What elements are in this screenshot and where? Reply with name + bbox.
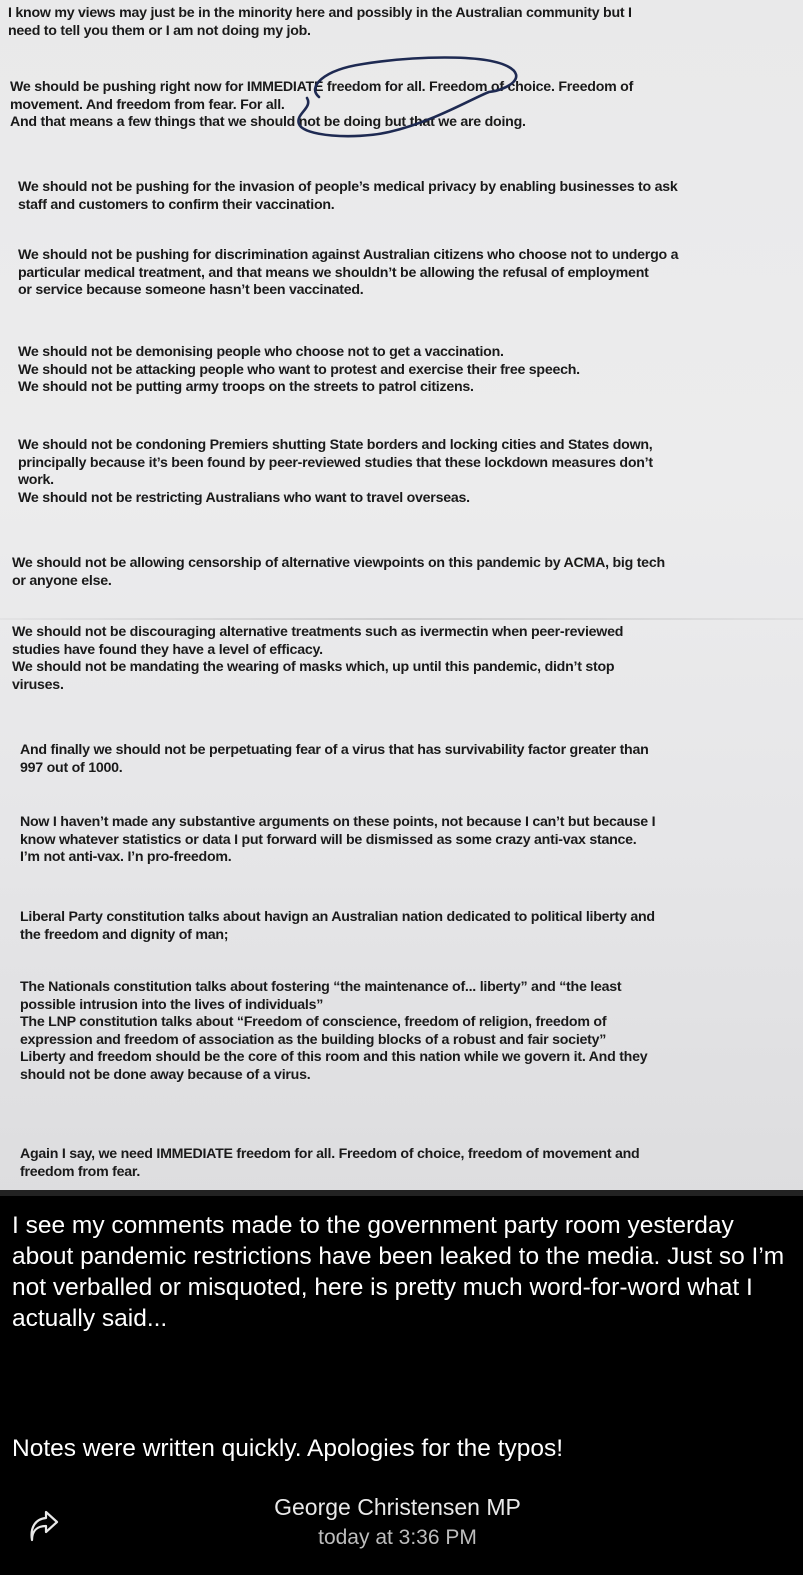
text-line: I’m not anti-vax. I’n pro-freedom. <box>20 849 232 865</box>
post-note: Notes were written quickly. Apologies for the typos! <box>12 1435 564 1462</box>
paragraph-nationals-lnp-constitution <box>20 979 647 1084</box>
text-line: work. <box>18 472 54 488</box>
text-line: We should not be discouraging alternative treatments such as ivermectin when peer-reviewed <box>12 624 624 640</box>
text-line: expression and freedom of association as the building blocks of a robust and fair society” <box>20 1031 607 1048</box>
text-line: We should not be putting army troops on the streets to patrol citizens. <box>18 379 474 395</box>
author-name[interactable]: George Christensen MP <box>274 1494 521 1520</box>
text-line: Liberty and freedom should be the core of this room and this nation while we govern it. And they <box>20 1049 648 1065</box>
text-line: We should not be attacking people who want to protest and exercise their free speech. <box>18 361 580 378</box>
text-line: We should not be pushing for the invasion of people’s medical privacy by enabling businesses to ask <box>18 179 678 195</box>
text-line: know whatever statistics or data I put forward will be dismissed as some crazy anti-vax stance. <box>20 831 637 848</box>
paragraph-liberal-constitution <box>20 909 655 944</box>
text-line: We should be pushing right now for IMMEDIATE freedom for all. Freedom of choice. Freedom of <box>10 79 634 95</box>
text-line: need to tell you them or I am not doing my job. <box>8 22 311 39</box>
text-line: Now I haven’t made any substantive arguments on these points, not because I can’t but because I <box>20 814 656 830</box>
post-caption: I see my comments made to the government party room yesterday about pandemic restrictions have been leaked to the media. Just so I’m not verballed or misquoted, here is pretty much word-for-word what I actually said... <box>12 1212 785 1332</box>
text-line: Liberal Party constitution talks about havign an Australian nation dedicated to political liberty and <box>20 909 655 925</box>
text-line: staff and customers to confirm their vaccination. <box>18 196 335 213</box>
paper-fold-line <box>0 618 803 620</box>
paragraph-discrimination <box>18 247 678 300</box>
post-timestamp: today at 3:36 PM <box>318 1526 477 1549</box>
paragraph-censorship <box>12 555 665 590</box>
text-line: studies have found they have a level of efficacy. <box>12 641 323 658</box>
text-line: particular medical treatment, and that means we shouldn’t be allowing the refusal of employment <box>18 264 649 281</box>
text-line: 997 out of 1000. <box>20 759 123 776</box>
paragraph-closing <box>20 1146 639 1181</box>
text-line: We should not be mandating the wearing of masks which, up until this pandemic, didn’t stop <box>12 659 615 675</box>
text-line: or anyone else. <box>12 572 112 589</box>
text-line: The LNP constitution talks about “Freedom of conscience, freedom of religion, freedom of <box>20 1014 607 1030</box>
text-line: Again I say, we need IMMEDIATE freedom for all. Freedom of choice, freedom of movement and <box>20 1146 640 1162</box>
paragraph-medical-privacy <box>18 179 678 214</box>
paragraph-demonising <box>18 344 580 397</box>
text-line: freedom from fear. <box>20 1163 141 1180</box>
paragraph-immediate-freedom <box>10 79 633 132</box>
text-line: should not be done away because of a virus. <box>20 1066 311 1083</box>
text-line: We should not be condoning Premiers shutting State borders and locking cities and States down, <box>18 437 653 453</box>
text-line: We should not be pushing for discrimination against Australian citizens who choose not to undergo a <box>18 247 679 263</box>
paragraph-intro <box>8 5 632 40</box>
paragraph-arguments <box>20 814 655 867</box>
paragraph-lockdowns <box>18 437 653 507</box>
text-line: viruses. <box>12 676 64 693</box>
paragraph-fear-of-virus <box>20 742 649 777</box>
text-line: or service because someone hasn’t been vaccinated. <box>18 282 364 298</box>
text-line: We should not be demonising people who choose not to get a vaccination. <box>18 344 504 360</box>
text-line: We should not be allowing censorship of alternative viewpoints on this pandemic by ACMA, big tech <box>12 555 665 571</box>
text-line: And finally we should not be perpetuating fear of a virus that has survivability factor greater than <box>20 742 649 758</box>
text-line: possible intrusion into the lives of individuals” <box>20 996 324 1013</box>
text-line: movement. And freedom from fear. For all. <box>10 96 285 113</box>
text-line: And that means a few things that we should not be doing but that we are doing. <box>10 114 526 130</box>
paragraph-treatments <box>12 624 623 694</box>
paper-edge <box>0 1190 803 1196</box>
text-line: I know my views may just be in the minority here and possibly in the Australian community but I <box>8 5 632 21</box>
text-line: The Nationals constitution talks about fostering “the maintenance of... liberty” and “the least <box>20 979 622 995</box>
text-line: principally because it’s been found by peer-reviewed studies that these lockdown measures don’t <box>18 454 653 471</box>
text-line: We should not be restricting Australians who want to travel overseas. <box>18 489 470 506</box>
text-line: the freedom and dignity of man; <box>20 926 229 943</box>
